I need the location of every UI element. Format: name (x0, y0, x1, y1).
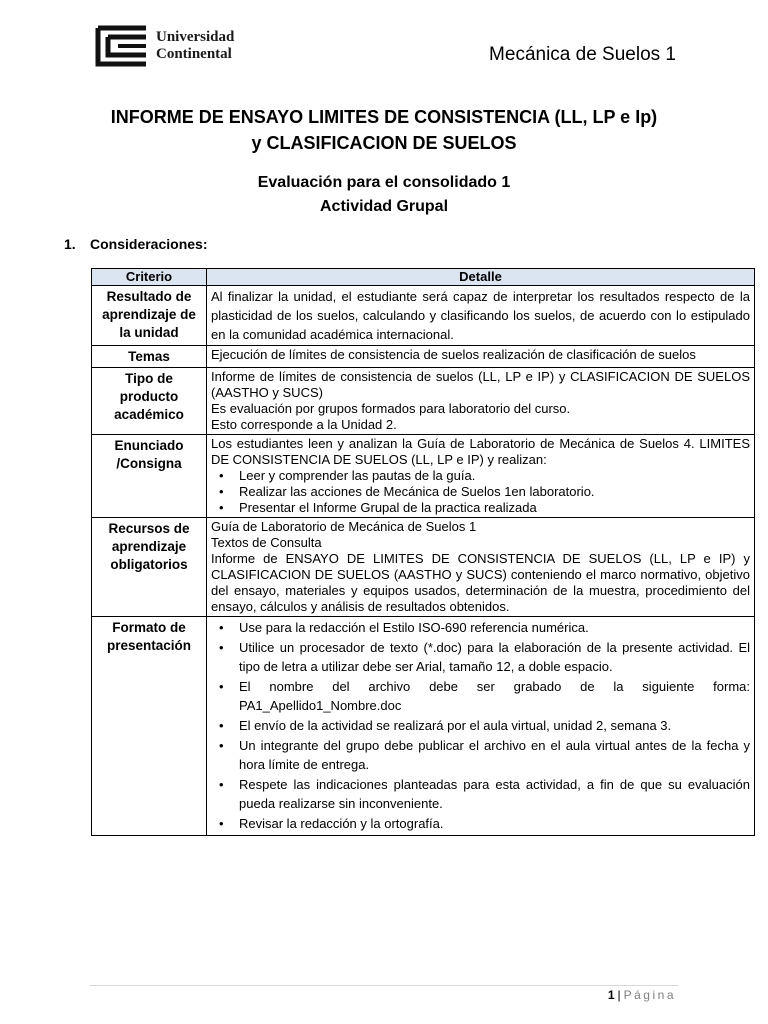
detalle-cell (207, 435, 755, 518)
logo-line-2: Continental (156, 46, 232, 62)
detalle-cell: Ejecución de límites de consistencia de suelos realización de clasificación de suelos (207, 346, 755, 368)
table-row (92, 617, 755, 836)
criterio-cell: Resultado de aprendizaje de la unidad (92, 286, 207, 346)
section-label: Consideraciones: (90, 236, 208, 252)
section-heading (64, 236, 207, 252)
footer-divider (90, 985, 678, 986)
list-item: • Realizar las acciones de Mecánica de Suelos 1en laboratorio. (239, 484, 750, 500)
subtitle-line-1: Evaluación para el consolidado 1 (257, 174, 511, 191)
university-name (156, 29, 234, 63)
detalle-line: Informe de ENSAYO DE LIMITES DE CONSISTENCIA DE SUELOS (LL, LP e IP) y CLASIFICACION DE SUELOS (AASTHO y SUCS) conteniendo el marco normativo, objetivo del ensayo, materiales y equipos usados, determinación de la muestra, procedimiento del ensayo, cálculos y análisis de resultados obtenidos. (211, 551, 750, 614)
list-item: • Leer y comprender las pautas de la guía. (239, 468, 750, 484)
bullet-list (211, 618, 750, 833)
column-header-criterio: Criterio (92, 269, 207, 286)
table-row (92, 435, 755, 518)
page-number: 1 (607, 988, 615, 1002)
criterio-cell: Formato de presentación (92, 617, 207, 836)
table-row (92, 518, 755, 617)
detalle-cell: Al finalizar la unidad, el estudiante será capaz de interpretar los resultados respecto de la plasticidad de los suelos, calculando y clasificando los suelos, de acuerdo con lo estipulado en la comunidad académica internacional. (207, 286, 755, 346)
detalle-cell (207, 518, 755, 617)
criterio-cell: Enunciado /Consigna (92, 435, 207, 518)
list-item: • El envío de la actividad se realizará por el aula virtual, unidad 2, semana 3. (239, 716, 750, 735)
detalle-cell (207, 617, 755, 836)
page-footer (608, 988, 676, 1002)
footer-separator: | (617, 988, 621, 1002)
detalle-intro: Los estudiantes leen y analizan la Guía de Laboratorio de Mecánica de Suelos 4. LIMITES DE CONSISTENCIA DE SUELOS (LL, LP e IP) y realizan: (211, 436, 750, 467)
detalle-line: Es evaluación por grupos formados para laboratorio del curso. (211, 401, 571, 416)
criteria-table (91, 268, 755, 836)
list-item: • El nombre del archivo debe ser grabado de la siguiente forma: PA1_Apellido1_Nombre.doc (239, 677, 750, 715)
list-item: • Revisar la redacción y la ortografía. (239, 814, 750, 833)
section-number: 1. (64, 236, 76, 252)
document-subtitle (0, 171, 768, 219)
university-logo (90, 24, 234, 68)
list-item: • Un integrante del grupo debe publicar el archivo en el aula virtual antes de la fecha y hora límite de entrega. (239, 736, 750, 774)
table-header-row (92, 269, 755, 286)
document-title (0, 104, 768, 156)
list-item: • Presentar el Informe Grupal de la practica realizada (239, 500, 750, 516)
criterio-cell: Temas (92, 346, 207, 368)
detalle-cell (207, 368, 755, 435)
list-item: • Utilice un procesador de texto (*.doc) para la elaboración de la presente actividad. El tipo de letra a utilizar debe ser Arial, tamaño 12, a doble espacio. (239, 638, 750, 676)
list-item: • Use para la redacción el Estilo ISO-690 referencia numérica. (239, 618, 750, 637)
bullet-list (211, 468, 750, 516)
continental-logo-icon (90, 24, 148, 68)
page-label: Página (623, 988, 676, 1002)
course-title: Mecánica de Suelos 1 (489, 44, 676, 65)
detalle-line: Textos de Consulta (211, 535, 322, 550)
title-line-1: INFORME DE ENSAYO LIMITES DE CONSISTENCIA (LL, LP e Ip) (110, 107, 658, 127)
table-row (92, 286, 755, 346)
criterio-cell: Tipo de producto académico (92, 368, 207, 435)
detalle-line: Esto corresponde a la Unidad 2. (211, 417, 397, 432)
logo-line-1: Universidad (156, 29, 235, 45)
title-line-2: y CLASIFICACION DE SUELOS (251, 133, 517, 153)
list-item: • Respete las indicaciones planteadas para esta actividad, a fin de que su evaluación pueda realizarse sin inconveniente. (239, 775, 750, 813)
detalle-line: Informe de límites de consistencia de suelos (LL, LP e IP) y CLASIFICACION DE SUELOS (AASTHO y SUCS) (211, 369, 750, 400)
subtitle-line-2: Actividad Grupal (319, 198, 449, 215)
table-row (92, 346, 755, 368)
table-row (92, 368, 755, 435)
detalle-line: Guía de Laboratorio de Mecánica de Suelos 1 (211, 519, 477, 534)
criterio-cell: Recursos de aprendizaje obligatorios (92, 518, 207, 617)
page-header (90, 24, 678, 74)
column-header-detalle: Detalle (207, 269, 755, 286)
